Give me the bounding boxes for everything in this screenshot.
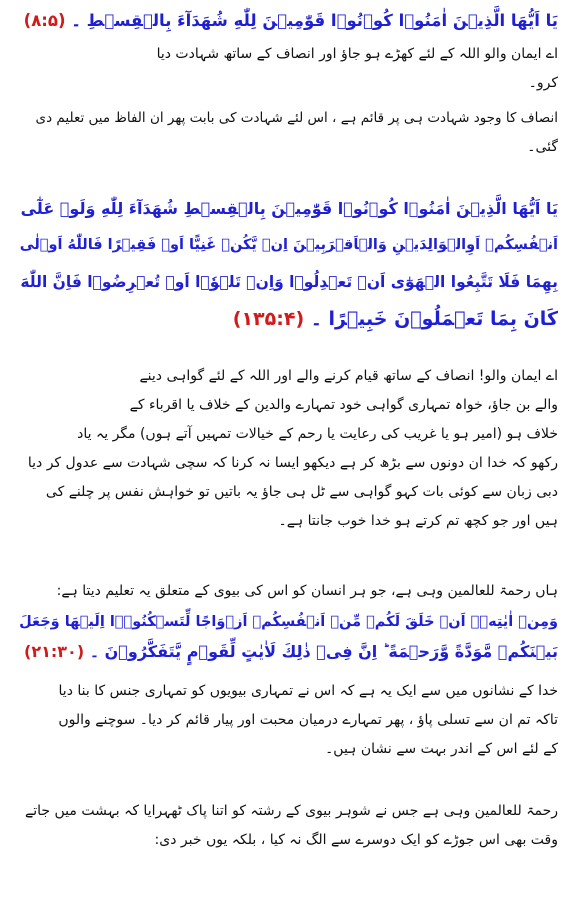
paragraph-3-line: والے بن جاؤ، خواہ تمہاری گواہی خود تمہارے والدین کے خلاف یا اقرباء کے (129, 397, 558, 413)
paragraph-6-line: وقت بھی اس جوڑے کو ایک دوسرے سے الگ نہ کیا ، بلکہ یوں خبر دی: (154, 832, 558, 848)
verse-1-reference: (۸:۵) (23, 11, 66, 30)
paragraph-5-line: تاکہ تم ان سے تسلی پاؤ ، پھر تمہارے درمیان محبت اور پیار قائم کر دیا۔ سوچنے والوں (58, 712, 558, 728)
verse-2-line: يَا اَيُّهَا الَّذِيۡنَ اٰمَنُوۡا كُوۡنُوۡا قَوّٰمِيۡنَ بِالۡقِسۡطِ شُهَدَآءَ لِلّٰهِ وَلَوۡ عَلٰٓى (20, 199, 558, 218)
paragraph-2-line: انصاف کا وجود شہادت ہی پر قائم ہے ، اس لئے شہادت کی بابت پھر ان الفاظ میں تعلیم دی (35, 110, 558, 126)
paragraph-2-line: گئی۔ (527, 139, 558, 155)
paragraph-5-line: خدا کے نشانوں میں سے ایک یہ ہے کہ اس نے تمہاری بیویوں کو تمہاری جنس کا بنا دیا (58, 683, 558, 699)
verse-3-line: وَمِنۡ اٰيٰتِهٖۤ اَنۡ خَلَقَ لَكُمۡ مِّنۡ اَنۡفُسِكُمۡ اَزۡوَاجًا لِّتَسۡكُنُوۡۤا اِلَيۡهَا وَجَعَلَ (19, 614, 558, 630)
paragraph-1-line: اے ایمان والو اللہ کے لئے کھڑے ہو جاؤ اور انصاف کے ساتھ شہادت دیا (156, 46, 558, 62)
paragraph-3-line: خلاف ہو (امیر ہو یا غریب کی رعایت یا رحم کے خیالات تمہیں آتے ہوں) مگر یہ یاد (77, 426, 558, 442)
paragraph-6-line: رحمۃ للعالمین وہی ہے جس نے شوہر بیوی کے رشتہ کو اتنا پاک ٹھہرایا کہ بہشت میں جاتے (25, 803, 558, 819)
paragraph-5-line: کے لئے اس کے اندر بہت سے نشان ہیں۔ (325, 741, 558, 757)
paragraph-1 (18, 40, 558, 104)
verse-1 (18, 4, 558, 40)
verse-2-line: كَانَ بِمَا تَعۡمَلُوۡنَ خَبِيۡرًا ۔ (310, 308, 558, 330)
verse-1-text: يَا اَيُّهَا الَّذِيۡنَ اٰمَنُوۡا كُوۡنُوۡا قَوّٰمِيۡنَ لِلّٰهِ شُهَدَآءَ بِالۡقِسۡطِ ۔ (71, 11, 558, 30)
verse-2-reference: (۱۳۵:۴) (232, 308, 305, 330)
paragraph-6 (18, 797, 558, 887)
paragraph-3-line: رکھو کہ خدا ان دونوں سے بڑھ کر ہے دیکھو ایسا نہ کرنا کہ سچی شہادت سے عدول کر دیا (27, 455, 558, 471)
paragraph-3 (18, 362, 558, 577)
paragraph-1-line: کرو۔ (528, 75, 558, 91)
paragraph-4 (18, 577, 558, 607)
paragraph-4-line: ہاں رحمۃ للعالمین وہی ہے، جو ہر انسان کو اس کی بیوی کے متعلق یہ تعلیم دیتا ہے: (56, 583, 558, 599)
paragraph-3-line: اے ایمان والو! انصاف کے ساتھ قیام کرنے والے اور اللہ کے لئے گواہی دینے (139, 368, 558, 384)
verse-2 (18, 184, 558, 362)
paragraph-3-line: ہیں اور جو کچھ تم کرتے ہو خدا خوب جانتا ہے۔ (278, 513, 558, 529)
verse-2-line: اَنۡفُسِكُمۡ اَوِالۡوَالِدَيۡنِ وَالۡاَقۡرَبِيۡنَ اِنۡ يَّكُنۡ غَنِيًّا اَوۡ فَقِيۡرًا فَاللّٰهُ اَوۡلٰى (19, 237, 558, 253)
verse-1-line (18, 4, 558, 37)
verse-2-last-line (18, 301, 558, 338)
paragraph-3-line: دبی زبان سے کوئی بات کہو گواہی سے ٹل ہی جاؤ یہ باتیں تو خواہش نفس پر چلنے کی (45, 484, 558, 500)
verse-3 (18, 607, 558, 677)
paragraph-5 (18, 677, 558, 797)
verse-3-line: بَيۡنَكُمۡ مَّوَدَّةً وَّرَحۡمَةً ؕ اِنَّ فِىۡ ذٰلِكَ لَاٰيٰتٍ لِّقَوۡمٍ يَّتَفَكَّرُوۡنَ ۔ (89, 642, 558, 661)
verse-3-last-line (18, 637, 558, 667)
verse-2-line: بِهِمَا فَلَا تَتَّبِعُوا الۡهَوٰٓى اَنۡ تَعۡدِلُوۡا وَاِنۡ تَلۡوٗۤا اَوۡ تُعۡرِضُوۡا فَاِنَّ اللّٰهَ (20, 273, 558, 291)
verse-3-reference: (۲۱:۳۰) (24, 642, 85, 661)
paragraph-2 (18, 104, 558, 184)
